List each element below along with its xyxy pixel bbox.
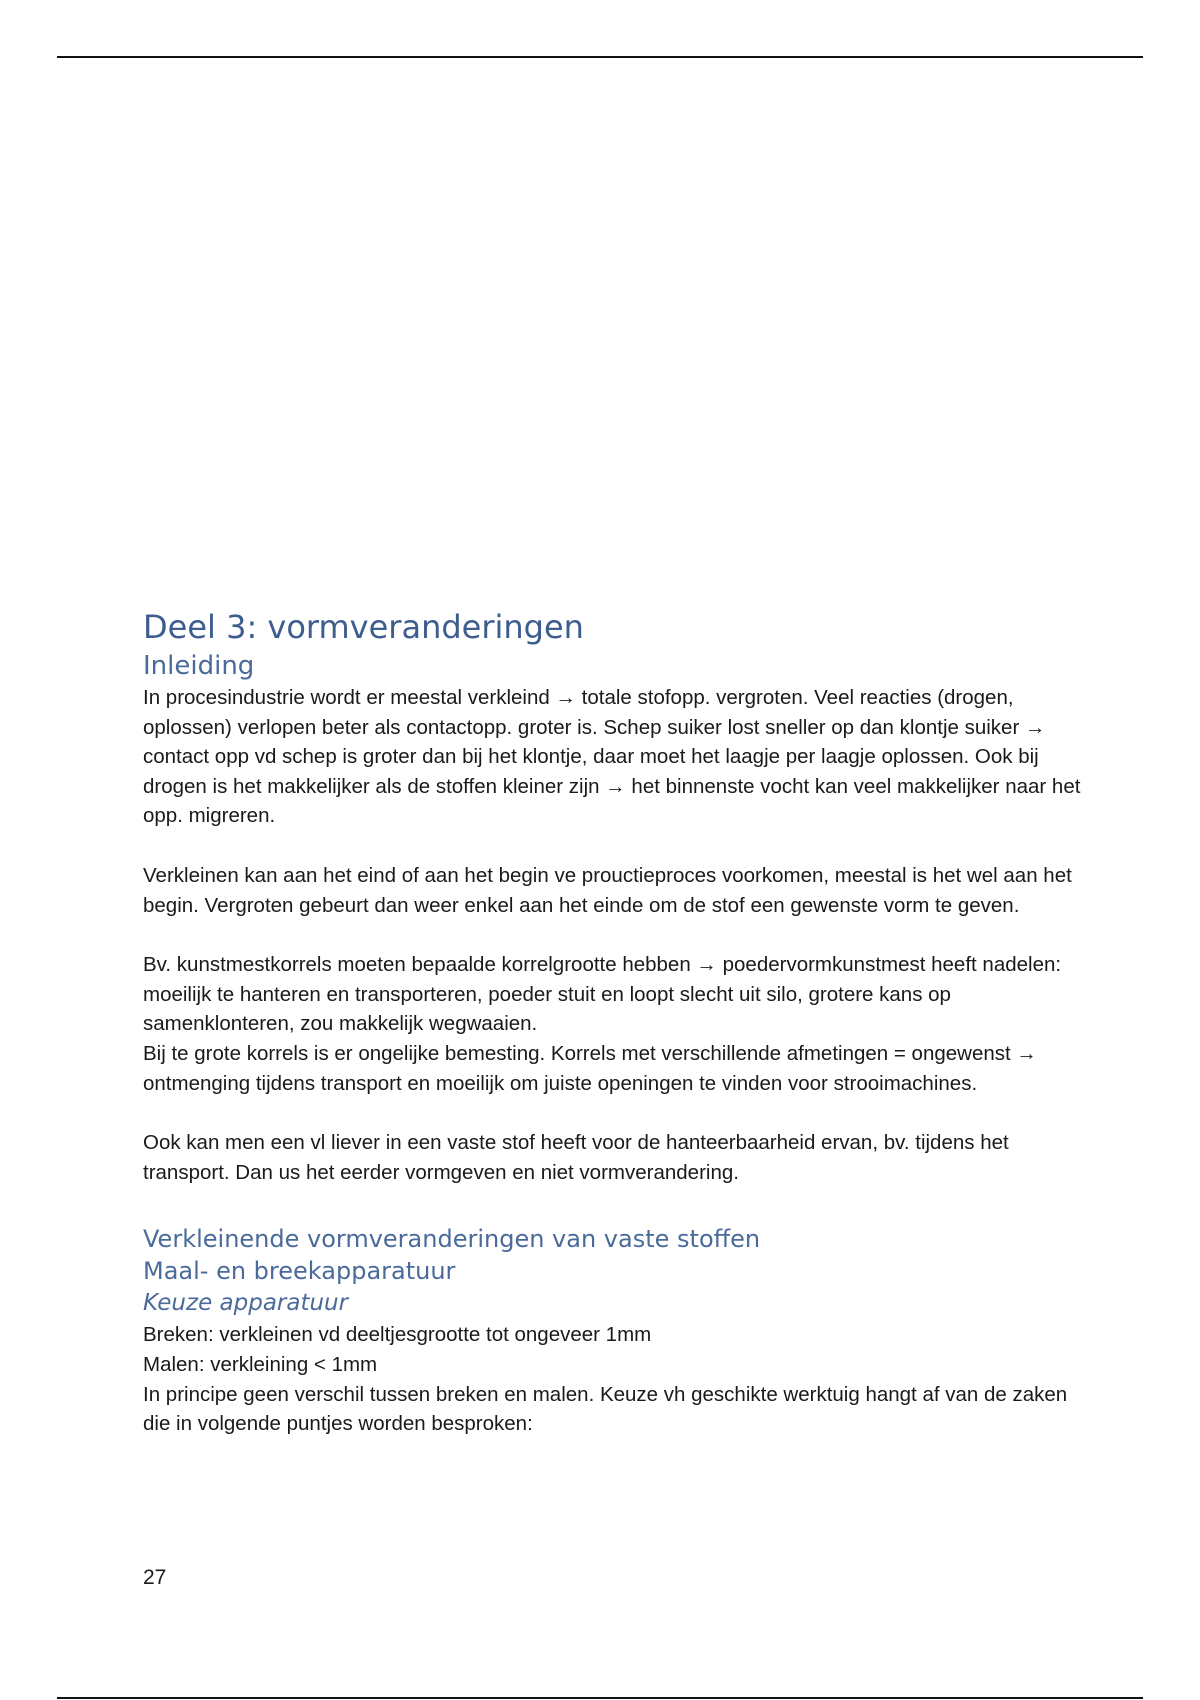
header-rule [57,56,1143,58]
section-heading: Verkleinende vormveranderingen van vaste stoffen [143,1225,761,1254]
intro-paragraph-4: Bij te grote korrels is er ongelijke bemesting. Korrels met verschillende afmetingen = ongewenst → ontmenging tijdens transport en moeilijk om juiste openingen te vinden voor strooimachines. [143,1041,1037,1095]
intro-heading: Inleiding [143,651,255,681]
page-number: 27 [143,1566,167,1589]
malen-line: Malen: verkleining < 1mm [143,1352,378,1376]
chapter-heading: Deel 3: vormveranderingen [143,608,584,646]
intro-paragraph-3: Bv. kunstmestkorrels moeten bepaalde korrelgrootte hebben → poedervormkunstmest heeft nadelen: moeilijk te hanteren en transporteren, poeder stuit en loopt slecht uit silo, grotere kans op samenklonteren, zou makkelijk wegwaaien. [143,953,1062,1036]
intro-paragraph-2: Verkleinen kan aan het eind of aan het begin ve prouctieproces voorkomen, meestal is het wel aan het begin. Vergroten gebeurt dan weer enkel aan het einde om de stof een gewenste vorm te geven. [143,863,1072,917]
page-content [143,605,1083,1439]
intro-paragraph-1: In procesindustrie wordt er meestal verkleind → totale stofopp. vergroten. Veel reacties (drogen, oplossen) verlopen beter als contactopp. groter is. Schep suiker lost sneller op dan klontje suiker → contact opp vd schep is groter dan bij het klontje, daar moet het laagje per laagje oplossen. Ook bij drogen is het makkelijker als de stoffen kleiner zijn → het binnenste vocht kan veel makkelijker naar het opp. migreren. [143,686,1081,828]
breken-line: Breken: verkleinen vd deeltjesgrootte tot ongeveer 1mm [143,1323,652,1347]
subsubsection-heading: Keuze apparatuur [143,1290,349,1317]
principe-paragraph: In principe geen verschil tussen breken en malen. Keuze vh geschikte werktuig hangt af van de zaken die in volgende puntjes worden besproken: [143,1382,1068,1436]
subsection-heading: Maal- en breekapparatuur [143,1257,456,1286]
intro-paragraph-5: Ook kan men een vl liever in een vaste stof heeft voor de hanteerbaarheid ervan, bv. tijdens het transport. Dan us het eerder vormgeven en niet vormverandering. [143,1131,1009,1184]
footer-rule [57,1697,1143,1699]
